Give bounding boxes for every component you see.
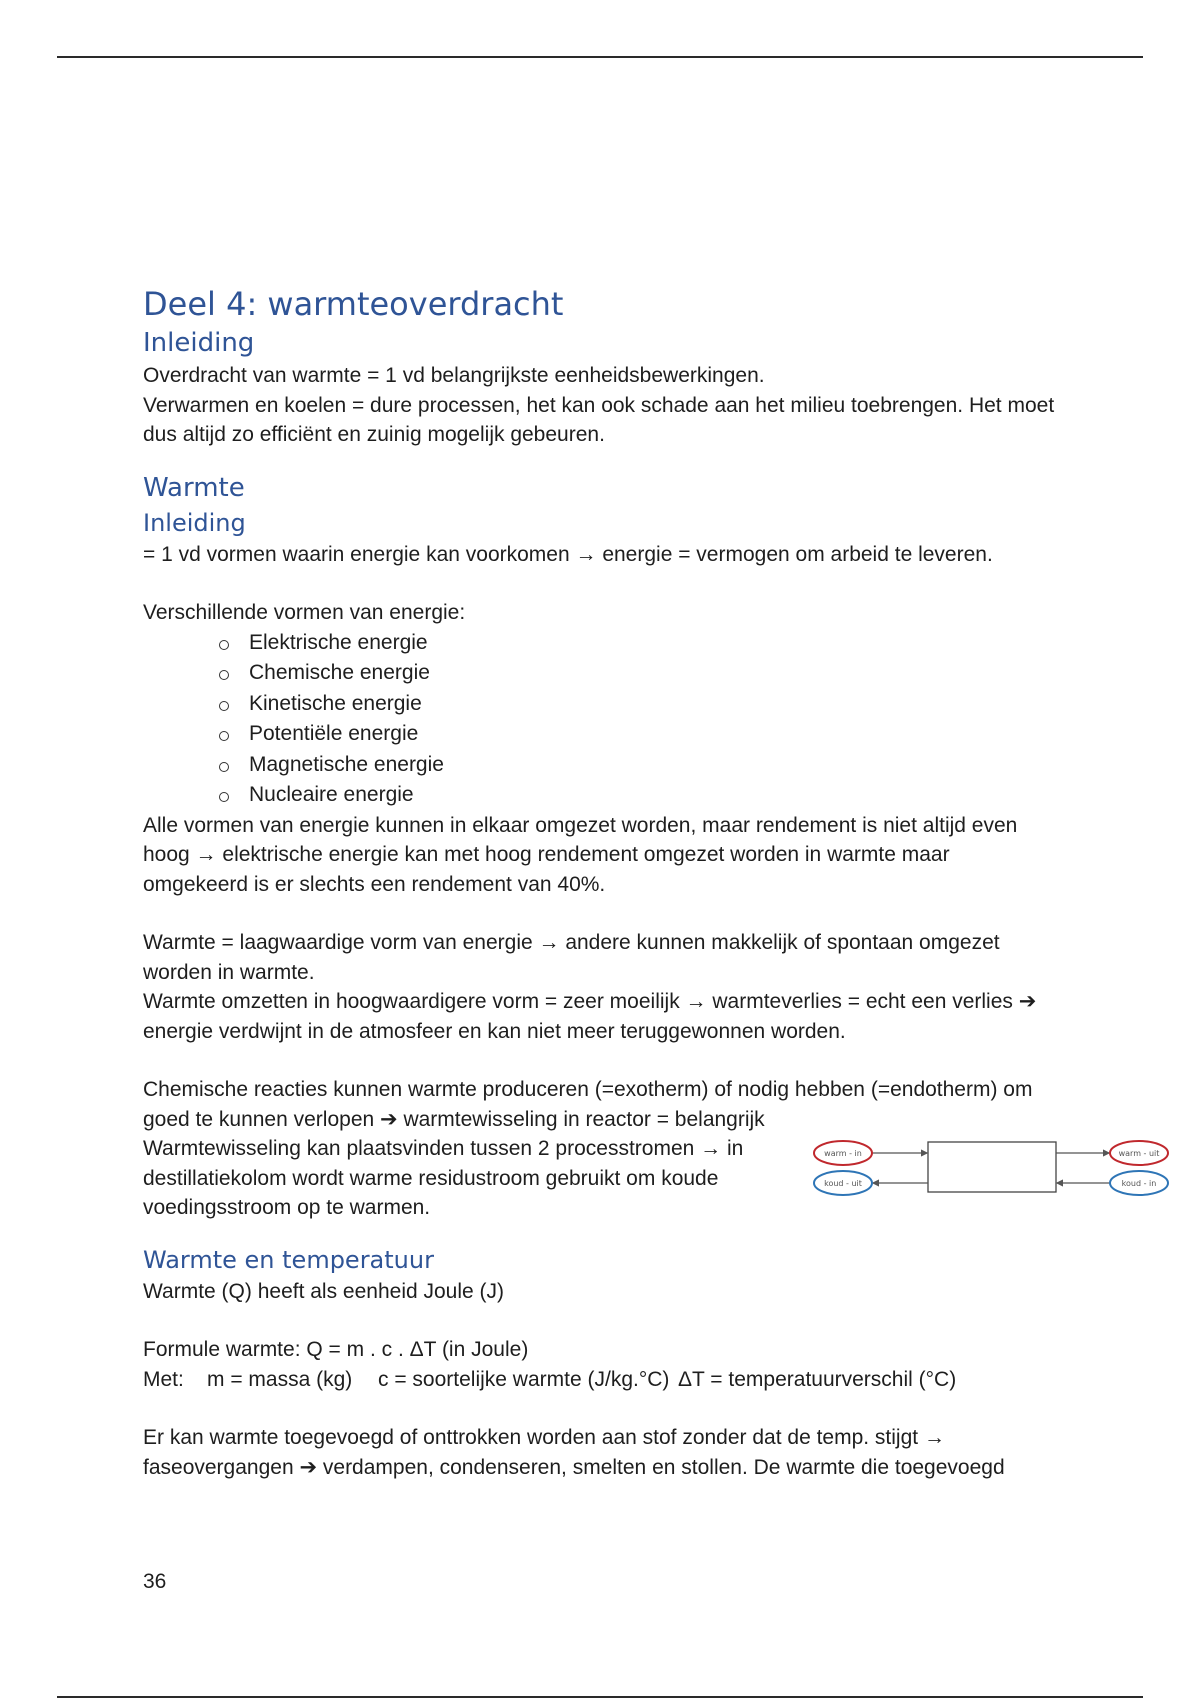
paragraph-definition: = 1 vd vormen waarin energie kan voorkomen → energie = vermogen om arbeid te leveren. xyxy=(143,542,993,566)
koud-uit-label: koud - uit xyxy=(824,1179,862,1188)
warm-uit-label: warm - uit xyxy=(1118,1149,1160,1158)
paragraph-intro-1: Overdracht van warmte = 1 vd belangrijkste eenheidsbewerkingen. xyxy=(143,364,765,387)
warm-in-label: warm - in xyxy=(824,1149,862,1158)
paragraph-conversion: Alle vormen van energie kunnen in elkaar omgezet worden, maar rendement is niet altijd even hoog → elektrische energie kan met hoog rendement omgezet worden in warmte maar omgekeerd is er slechts een rendement van 40%. xyxy=(143,813,1018,896)
subsection-heading-temperatuur: Warmte en temperatuur xyxy=(143,1245,434,1274)
header-rule xyxy=(57,56,1143,58)
section-heading-warmte: Warmte xyxy=(143,472,245,503)
footer-rule xyxy=(57,1696,1143,1698)
subsection-heading-inleiding: Inleiding xyxy=(143,508,246,537)
formula-line: Formule warmte: Q = m . c . ΔT (in Joule) xyxy=(143,1338,529,1361)
heat-exchange-block xyxy=(143,1134,1160,1223)
list-item: Magnetische energie xyxy=(213,750,1058,781)
page-number: 36 xyxy=(143,1570,167,1593)
section-heading-inleiding: Inleiding xyxy=(143,328,255,358)
list-item: Elektrische energie xyxy=(213,628,1058,659)
list-item: Kinetische energie xyxy=(213,689,1058,720)
specific-heat-definition: c = soortelijke warmte (J/kg.°C) xyxy=(378,1367,670,1391)
mass-definition: m = massa (kg) xyxy=(207,1367,353,1391)
paragraph-forms-intro: Verschillende vormen van energie: xyxy=(143,601,466,624)
delta-t-definition: ΔT = temperatuurverschil (°C) xyxy=(678,1367,957,1391)
exchanger-box xyxy=(928,1142,1056,1192)
paragraph-unit: Warmte (Q) heeft als eenheid Joule (J) xyxy=(143,1279,505,1303)
chapter-title: Deel 4: warmteoverdracht xyxy=(143,285,564,323)
paragraph-low-grade-2: Warmte omzetten in hoogwaardigere vorm = zeer moeilijk → warmteverlies = echt een verlies ➔ energie verdwijnt in de atmosfeer en kan niet meer teruggewonnen worden. xyxy=(143,990,1037,1043)
paragraph-low-grade-1: Warmte = laagwaardige vorm van energie → andere kunnen makkelijk of spontaan omgezet worden in warmte. xyxy=(143,931,1000,984)
paragraph-heat-exchange: Warmtewisseling kan plaatsvinden tussen 2 processtromen → in destillatiekolom wordt warme residustroom gebruikt om koude voedingsstroom op te warmen. xyxy=(143,1137,744,1219)
page-content xyxy=(143,283,1160,1482)
paragraph-intro-2: Verwarmen en koelen = dure processen, het kan ook schade aan het milieu toebrengen. Het moet dus altijd zo efficiënt en zuinig mogelijk gebeuren. xyxy=(143,393,1055,446)
list-item: Nucleaire energie xyxy=(213,780,1058,811)
formula-variables xyxy=(143,1365,1058,1395)
paragraph-phase-transitions: Er kan warmte toegevoegd of onttrokken worden aan stof zonder dat de temp. stijgt → faseovergangen ➔ verdampen, condenseren, smelten en stollen. De warmte die toegevoegd xyxy=(143,1426,1005,1479)
paragraph-chemical-reactions: Chemische reacties kunnen warmte produceren (=exotherm) of nodig hebben (=endotherm) om goed te kunnen verlopen ➔ warmtewisseling in reactor = belangrijk xyxy=(143,1078,1033,1131)
energy-forms-list xyxy=(143,628,1058,811)
heat-exchanger-diagram xyxy=(808,1134,1188,1214)
koud-in-label: koud - in xyxy=(1121,1179,1157,1188)
met-label: Met: xyxy=(143,1367,184,1391)
list-item: Potentiële energie xyxy=(213,719,1058,750)
list-item: Chemische energie xyxy=(213,658,1058,689)
